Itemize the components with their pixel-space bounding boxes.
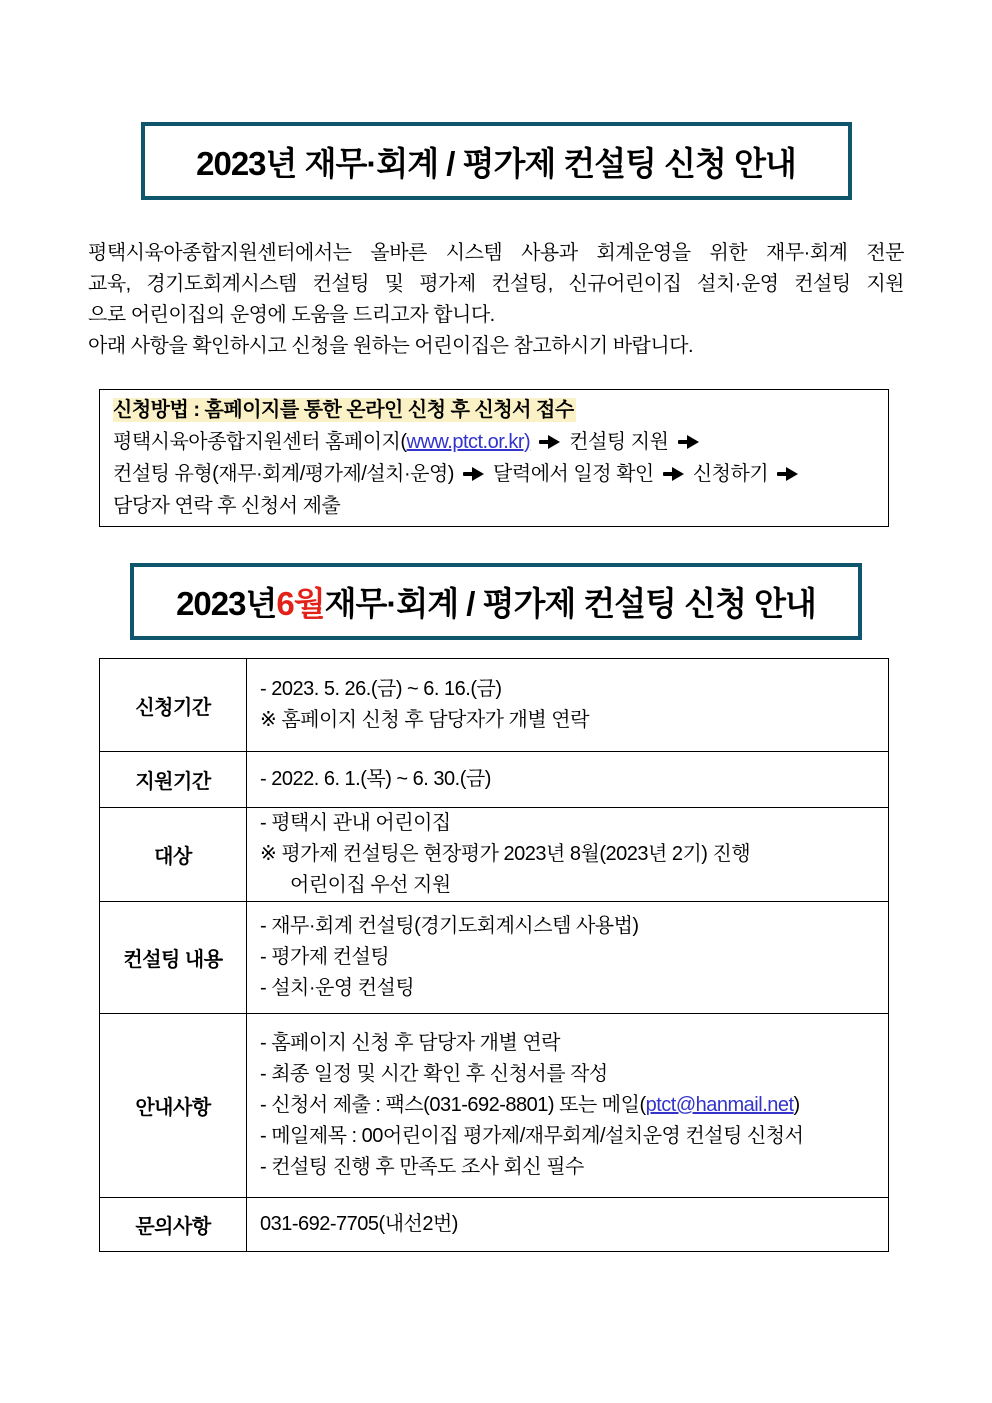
method-steps — [113, 426, 875, 522]
method-heading: 신청방법 : 홈페이지를 통한 온라인 신청 후 신청서 접수 — [113, 399, 574, 421]
intro-line: 교육, 경기도회계시스템 컨설팅 및 평가제 컨설팅, 신규어린이집 설치·운영 컨설팅 지원 — [88, 273, 904, 295]
main-title: 2023년 재무·회계 / 평가제 컨설팅 신청 안내 — [196, 144, 796, 182]
june-title-prefix: 2023년 — [176, 585, 277, 622]
table-line — [260, 674, 878, 705]
row-label: 문의사항 — [100, 1198, 247, 1251]
june-title-box — [130, 563, 862, 640]
application-method-box — [99, 389, 889, 527]
text-run: - 설치·운영 컨설팅 — [260, 977, 415, 999]
text-run: - 컨설팅 진행 후 만족도 조사 회신 필수 — [260, 1156, 584, 1178]
table-row — [100, 751, 888, 807]
text-run: - 신청서 제출 : 팩스(031-692-8801) 또는 메일( — [260, 1094, 646, 1116]
row-content — [247, 808, 888, 901]
intro-line: 평택시육아종합지원센터에서는 올바른 시스템 사용과 회계운영을 위한 재무·회계 전문 — [88, 242, 904, 264]
table-row — [100, 1013, 888, 1197]
text-run: - 최종 일정 및 시간 확인 후 신청서를 작성 — [260, 1063, 608, 1085]
row-label: 안내사항 — [100, 1014, 247, 1197]
text-run: 031-692-7705(내선2번) — [260, 1213, 458, 1235]
intro-paragraph — [88, 238, 904, 362]
text-run: ) — [793, 1094, 800, 1116]
table-line — [260, 1028, 878, 1059]
text-run: - 평택시 관내 어린이집 — [260, 812, 451, 834]
table-line — [260, 911, 878, 942]
row-content — [247, 1198, 888, 1251]
method-step-line — [113, 426, 875, 458]
text-run: 담당자 연락 후 신청서 제출 — [113, 495, 341, 517]
arrow-right-icon — [678, 435, 699, 449]
arrow-right-icon — [777, 467, 798, 481]
table-line — [260, 1152, 878, 1183]
june-title-month: 6월 — [276, 585, 325, 622]
text-run: 어린이집 우선 지원 — [290, 874, 451, 896]
text-run — [530, 431, 535, 453]
row-content — [247, 659, 888, 751]
table-line — [260, 1090, 878, 1121]
method-step-line — [113, 458, 875, 490]
table-line — [260, 1209, 878, 1240]
text-run: 달력에서 일정 확인 — [488, 463, 659, 485]
table-row — [100, 1197, 888, 1251]
row-label: 컨설팅 내용 — [100, 902, 247, 1013]
table-line — [260, 764, 878, 795]
table-row — [100, 807, 888, 901]
row-label: 지원기간 — [100, 752, 247, 807]
text-run: - 홈페이지 신청 후 담당자 개별 연락 — [260, 1032, 560, 1054]
text-run: ※ 홈페이지 신청 후 담당자가 개별 연락 — [260, 709, 589, 731]
table-line — [260, 1121, 878, 1152]
arrow-right-icon — [539, 435, 560, 449]
hyperlink[interactable]: www.ptct.or.kr) — [406, 431, 531, 453]
info-table — [99, 658, 889, 1252]
text-run: - 평가제 컨설팅 — [260, 946, 390, 968]
table-row — [100, 901, 888, 1013]
june-title-suffix: 재무·회계 / 평가제 컨설팅 신청 안내 — [324, 585, 816, 622]
table-line — [260, 870, 878, 901]
text-run: 컨설팅 유형(재무·회계/평가제/설치·운영) — [113, 463, 459, 485]
text-run: ※ 평가제 컨설팅은 현장평가 2023년 8월(2023년 2기) 진행 — [260, 843, 751, 865]
text-run: 컨설팅 지원 — [564, 431, 674, 453]
intro-line: 아래 사항을 확인하시고 신청을 원하는 어린이집은 참고하시기 바랍니다. — [88, 335, 694, 357]
arrow-right-icon — [463, 467, 484, 481]
method-step-line — [113, 490, 875, 522]
row-content — [247, 752, 888, 807]
row-label: 대상 — [100, 808, 247, 901]
row-content — [247, 902, 888, 1013]
table-line — [260, 942, 878, 973]
method-heading-line — [113, 394, 875, 426]
text-run: 신청하기 — [687, 463, 774, 485]
text-run: - 2023. 5. 26.(금) ~ 6. 16.(금) — [260, 678, 502, 700]
table-line — [260, 705, 878, 736]
text-run: - 메일제목 : 00어린이집 평가제/재무회계/설치운영 컨설팅 신청서 — [260, 1125, 804, 1147]
table-line — [260, 1059, 878, 1090]
hyperlink[interactable]: ptct@hanmail.net — [645, 1094, 794, 1116]
text-run: - 2022. 6. 1.(목) ~ 6. 30.(금) — [260, 768, 491, 790]
row-label: 신청기간 — [100, 659, 247, 751]
table-line — [260, 839, 878, 870]
arrow-right-icon — [663, 467, 684, 481]
text-run: - 재무·회계 컨설팅(경기도회계시스템 사용법) — [260, 915, 639, 937]
main-title-box — [141, 122, 852, 200]
intro-line: 으로 어린이집의 운영에 도움을 드리고자 합니다. — [88, 304, 495, 326]
row-content — [247, 1014, 888, 1197]
text-run: 평택시육아종합지원센터 홈페이지( — [113, 431, 407, 453]
table-row — [100, 659, 888, 751]
table-line — [260, 973, 878, 1004]
table-line — [260, 808, 878, 839]
